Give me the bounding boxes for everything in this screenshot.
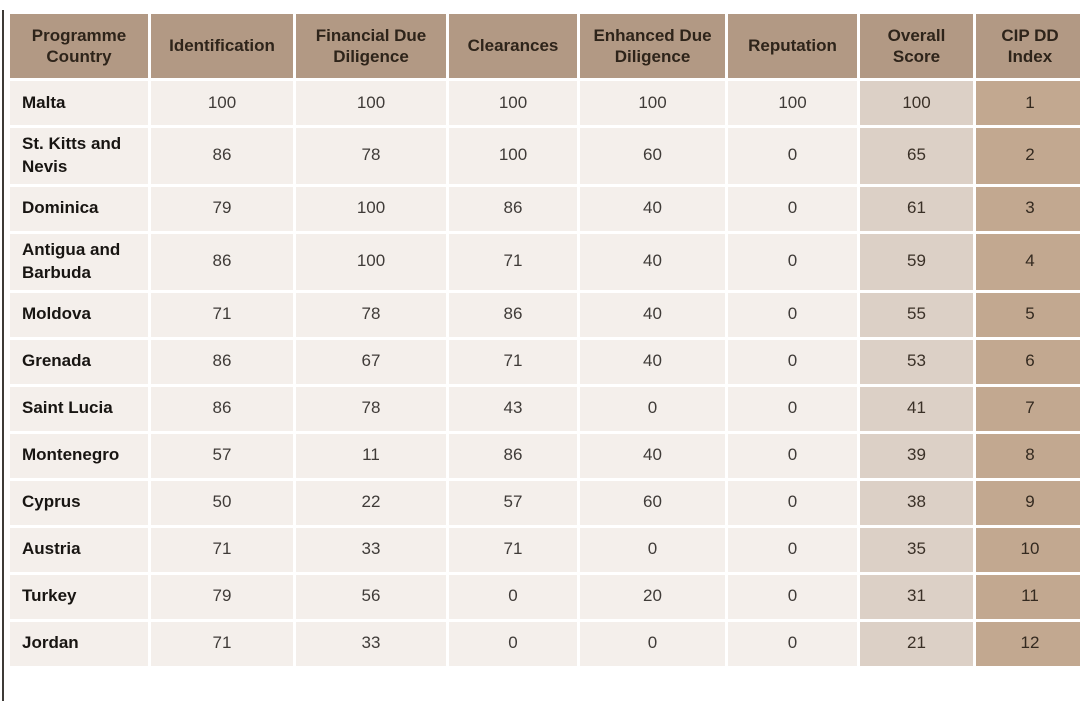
score-cell: 40 <box>580 293 725 337</box>
cip-dd-index-cell: 4 <box>976 234 1080 290</box>
country-cell: Saint Lucia <box>10 387 148 431</box>
score-cell: 20 <box>580 575 725 619</box>
overall-score-cell: 65 <box>860 128 973 184</box>
score-cell: 0 <box>728 340 857 384</box>
score-cell: 86 <box>449 293 577 337</box>
score-cell: 0 <box>728 528 857 572</box>
score-cell: 86 <box>151 128 293 184</box>
score-cell: 0 <box>728 622 857 666</box>
score-cell: 0 <box>580 528 725 572</box>
score-cell: 60 <box>580 128 725 184</box>
cip-dd-index-cell: 7 <box>976 387 1080 431</box>
column-header: Overall Score <box>860 14 973 78</box>
score-cell: 0 <box>728 187 857 231</box>
score-cell: 71 <box>151 293 293 337</box>
score-cell: 86 <box>449 187 577 231</box>
score-cell: 0 <box>728 293 857 337</box>
cip-dd-index-cell: 8 <box>976 434 1080 478</box>
score-cell: 60 <box>580 481 725 525</box>
column-header: Reputation <box>728 14 857 78</box>
column-header: Identification <box>151 14 293 78</box>
table-row <box>10 387 1080 431</box>
cip-dd-index-cell: 6 <box>976 340 1080 384</box>
cip-dd-index-cell: 2 <box>976 128 1080 184</box>
table-body <box>10 81 1080 666</box>
score-cell: 40 <box>580 434 725 478</box>
column-header: Financial Due Diligence <box>296 14 446 78</box>
cip-dd-index-cell: 12 <box>976 622 1080 666</box>
country-cell: St. Kitts and Nevis <box>10 128 148 184</box>
score-cell: 100 <box>296 187 446 231</box>
country-cell: Montenegro <box>10 434 148 478</box>
score-cell: 100 <box>449 128 577 184</box>
score-cell: 79 <box>151 187 293 231</box>
score-cell: 33 <box>296 528 446 572</box>
score-cell: 71 <box>449 528 577 572</box>
overall-score-cell: 41 <box>860 387 973 431</box>
overall-score-cell: 21 <box>860 622 973 666</box>
table-row <box>10 528 1080 572</box>
overall-score-cell: 59 <box>860 234 973 290</box>
score-cell: 86 <box>151 234 293 290</box>
score-cell: 67 <box>296 340 446 384</box>
country-cell: Antigua and Barbuda <box>10 234 148 290</box>
score-cell: 86 <box>449 434 577 478</box>
score-cell: 100 <box>580 81 725 125</box>
score-cell: 79 <box>151 575 293 619</box>
score-cell: 11 <box>296 434 446 478</box>
cip-dd-index-cell: 9 <box>976 481 1080 525</box>
overall-score-cell: 39 <box>860 434 973 478</box>
page-edge-line <box>2 10 4 701</box>
table-row <box>10 187 1080 231</box>
score-cell: 78 <box>296 387 446 431</box>
score-cell: 0 <box>580 622 725 666</box>
score-cell: 22 <box>296 481 446 525</box>
overall-score-cell: 35 <box>860 528 973 572</box>
country-cell: Malta <box>10 81 148 125</box>
score-cell: 0 <box>449 575 577 619</box>
country-cell: Cyprus <box>10 481 148 525</box>
table-header <box>10 14 1080 78</box>
column-header: CIP DD Index <box>976 14 1080 78</box>
score-cell: 0 <box>728 434 857 478</box>
score-cell: 40 <box>580 234 725 290</box>
score-cell: 71 <box>449 234 577 290</box>
table-row <box>10 434 1080 478</box>
score-cell: 33 <box>296 622 446 666</box>
country-cell: Moldova <box>10 293 148 337</box>
score-cell: 56 <box>296 575 446 619</box>
overall-score-cell: 38 <box>860 481 973 525</box>
cip-due-diligence-table <box>7 11 1080 669</box>
column-header: Programme Country <box>10 14 148 78</box>
score-cell: 86 <box>151 340 293 384</box>
score-cell: 71 <box>151 622 293 666</box>
overall-score-cell: 53 <box>860 340 973 384</box>
score-cell: 0 <box>728 575 857 619</box>
score-cell: 100 <box>449 81 577 125</box>
score-cell: 100 <box>296 234 446 290</box>
score-cell: 78 <box>296 293 446 337</box>
score-cell: 50 <box>151 481 293 525</box>
cip-dd-index-cell: 1 <box>976 81 1080 125</box>
country-cell: Austria <box>10 528 148 572</box>
table-row <box>10 575 1080 619</box>
score-cell: 86 <box>151 387 293 431</box>
score-cell: 40 <box>580 340 725 384</box>
table-row <box>10 622 1080 666</box>
cip-dd-index-cell: 11 <box>976 575 1080 619</box>
score-cell: 78 <box>296 128 446 184</box>
overall-score-cell: 55 <box>860 293 973 337</box>
score-cell: 100 <box>151 81 293 125</box>
score-cell: 0 <box>728 387 857 431</box>
score-cell: 0 <box>728 481 857 525</box>
table-row <box>10 293 1080 337</box>
score-cell: 71 <box>151 528 293 572</box>
cip-dd-index-cell: 3 <box>976 187 1080 231</box>
cip-dd-index-cell: 5 <box>976 293 1080 337</box>
table-row <box>10 128 1080 184</box>
table-row <box>10 340 1080 384</box>
overall-score-cell: 61 <box>860 187 973 231</box>
country-cell: Grenada <box>10 340 148 384</box>
score-cell: 100 <box>728 81 857 125</box>
table-header-row <box>10 14 1080 78</box>
overall-score-cell: 31 <box>860 575 973 619</box>
country-cell: Dominica <box>10 187 148 231</box>
table-row <box>10 81 1080 125</box>
overall-score-cell: 100 <box>860 81 973 125</box>
column-header: Enhanced Due Diligence <box>580 14 725 78</box>
country-cell: Turkey <box>10 575 148 619</box>
score-cell: 57 <box>151 434 293 478</box>
score-cell: 0 <box>728 128 857 184</box>
column-header: Clearances <box>449 14 577 78</box>
cip-dd-index-cell: 10 <box>976 528 1080 572</box>
score-cell: 57 <box>449 481 577 525</box>
score-cell: 0 <box>449 622 577 666</box>
table-row <box>10 481 1080 525</box>
score-cell: 0 <box>580 387 725 431</box>
table-row <box>10 234 1080 290</box>
score-cell: 43 <box>449 387 577 431</box>
score-cell: 40 <box>580 187 725 231</box>
score-cell: 0 <box>728 234 857 290</box>
score-cell: 71 <box>449 340 577 384</box>
score-cell: 100 <box>296 81 446 125</box>
country-cell: Jordan <box>10 622 148 666</box>
